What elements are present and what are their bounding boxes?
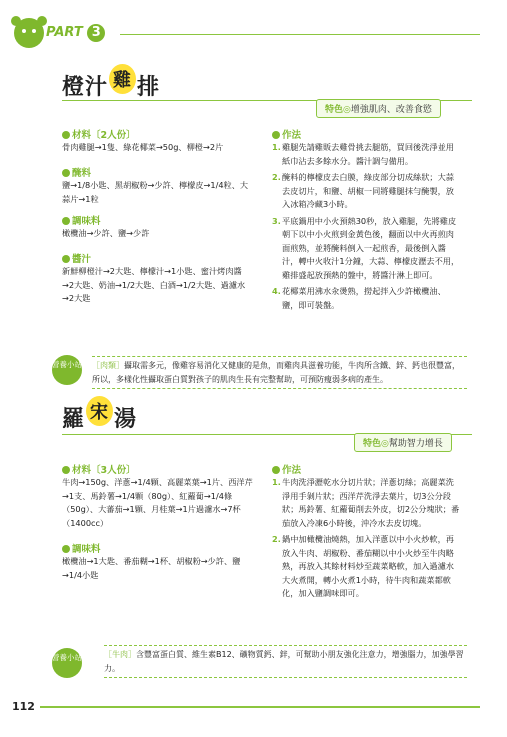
recipe2-method-head: 作法 xyxy=(272,462,301,476)
recipe2-feature-box: 特色◎幫助智力增長 xyxy=(354,433,452,452)
recipe2-steps xyxy=(272,476,460,601)
recipe1-tip: ［肉類］攝取需多元，像雞容易消化又健康的是魚，而雞肉具滋養功能，牛肉所含鐵、鋅、鈣也很豐富，所以，多樣化性攝取蛋白質對孩子的肌肉生長有完整幫助，可預防瘦弱多病的產生。 xyxy=(92,356,467,389)
recipe1-tip-badge: 營養小站 xyxy=(52,355,82,385)
recipe2-title-highlight: 宋 xyxy=(86,396,113,426)
recipe1-marinade-head: 醃料 xyxy=(62,165,91,179)
recipe2-seasoning-head: 調味料 xyxy=(62,541,101,555)
part-label: PART 3 xyxy=(46,24,105,42)
recipe1-method-head: 作法 xyxy=(272,127,301,141)
part-number: 3 xyxy=(87,24,105,42)
recipe1-ingredients-text: 骨肉雞腿→1隻、綠花椰菜→50g、柳橙→2片 xyxy=(62,142,224,152)
recipe1-steps xyxy=(272,141,460,312)
recipe1-ingredients-head: 材料〔2人份〕 xyxy=(62,127,136,141)
step-item: 1. 雞腿先請雞販去雞骨挑去腿筋，買回後洗淨並用紙巾沾去多餘水分。醬汁調勻備用。 xyxy=(272,142,454,166)
recipe2-ingredients-text: 牛肉→150g、洋蔥→1/4顆、高麗菜葉→1片、西洋芹→1支、馬鈴薯→1/4顆（80g）、紅蘿蔔→1/4條（50g）、大蕃茄→1顆、月桂葉→1片過濾水→7杯（1400cc） xyxy=(62,477,253,528)
header-bar xyxy=(0,14,507,54)
recipe1-title-highlight: 雞 xyxy=(109,64,136,94)
page-number: 112 xyxy=(12,700,35,713)
step-item: 3. 平底鍋用中小火預熱30秒，放入雞腿，先將雞皮朝下以中小火煎到金黃色後，翻面以中火再煎肉面煎熟，並將醃料倒入一起煎香，最後倒入醬汁，轉中火收汁1分鐘，大蒜、檸檬皮瀝去不用，雞排盛起放預熱的盤中，將醬汁淋上即可。 xyxy=(272,215,460,280)
recipe2-tip-badge: 營養小站 xyxy=(52,648,82,678)
recipe1-title: 橙汁 雞 排 xyxy=(62,70,160,102)
recipe1-feature-box: 特色◎增強肌肉、改善食慾 xyxy=(316,99,441,118)
recipe2-seasoning-text: 橄欖油→1大匙、番茄糊→1杯、胡椒粉→少許、鹽→1/4小匙 xyxy=(62,556,241,580)
header-rule xyxy=(120,34,480,35)
recipe1-sauce-head: 醬汁 xyxy=(62,251,91,265)
recipe2-title: 羅 宋 湯 xyxy=(62,402,137,434)
step-item: 2. 醃料的檸檬皮去白膜，綠皮部分切成絲狀；大蒜去皮切片，和鹽、胡椒一同將雞腿抹勻醃製，放入冰箱冷藏3小時。 xyxy=(272,172,454,209)
recipe1-sauce-text: 新鮮柳橙汁→2大匙、檸檬汁→1小匙、蜜汁烤肉醬→2大匙、奶油→1/2大匙、白酒→1/2大匙、過濾水→2大匙 xyxy=(62,266,246,303)
recipe1-seasoning-text: 橄欖油→少許、鹽→少許 xyxy=(62,228,150,238)
recipe2-tip: ［牛肉］含豐富蛋白質、維生素B12、礦物質鈣、鋅，可幫助小朋友強化注意力，增強腦力，加強學習力。 xyxy=(104,645,467,678)
bear-logo-icon xyxy=(14,18,44,48)
step-item: 4. 花椰菜用沸水汆燙熟，撈起拌入少許橄欖油、鹽，即可裝盤。 xyxy=(272,286,446,310)
footer-rule xyxy=(40,706,480,708)
step-item: 1. 牛肉洗淨瀝乾水分切片狀；洋蔥切絲；高麗菜洗淨用手剝片狀；西洋芹洗淨去葉片，切3公分段狀；馬鈴薯、紅蘿蔔削去外皮，切2公分塊狀；番茄放入冷凍6小時後，沖冷水去皮切塊。 xyxy=(272,477,460,528)
recipe1-seasoning-head: 調味料 xyxy=(62,213,101,227)
recipe1-marinade-text: 鹽→1/8小匙、黑胡椒粉→少許、檸檬皮→1/4粒、大蒜片→1粒 xyxy=(62,180,249,204)
recipe2-ingredients-head: 材料〔3人份〕 xyxy=(62,462,136,476)
step-item: 2. 鍋中加橄欖油燒熱，加入洋蔥以中小火炒軟，再放入牛肉、胡椒粉、番茄糊以中小火炒至牛肉略熟，再放入其餘材料炒至蔬菜略軟，加入過濾水大火煮開，轉小火煮1小時，待牛肉和蔬菜都軟化，加入鹽調味即可。 xyxy=(272,534,454,598)
